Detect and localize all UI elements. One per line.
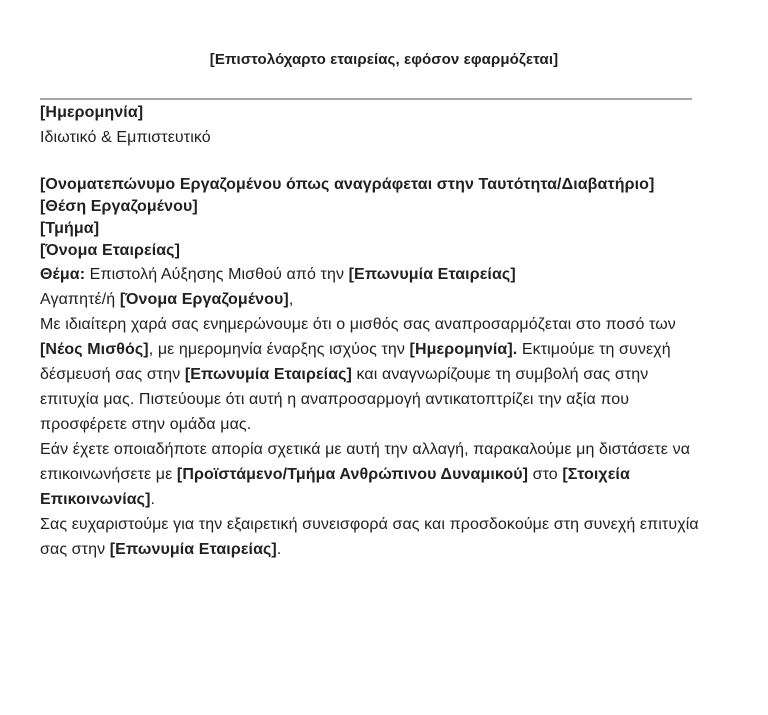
- company-name-placeholder-2: [Επωνυμία Εταιρείας]: [109, 541, 277, 558]
- letter-content: [40, 100, 700, 562]
- recipient-position-line: [Θέση Εργαζομένου]: [40, 198, 198, 215]
- para1-text-2: , με ημερομηνία έναρξης ισχύος την: [148, 341, 410, 358]
- effective-date-placeholder: [Ημερομηνία].: [409, 341, 518, 358]
- confidentiality-line: Ιδιωτικό & Εμπιστευτικό: [40, 129, 211, 146]
- salutation-line: [40, 287, 700, 312]
- subject-line: [40, 262, 700, 287]
- para1-text-3: Εκτιμούμε τη συνεχή δέσμευσή σας στην: [40, 341, 671, 383]
- salutation-prefix: Αγαπητέ/ή: [40, 291, 120, 308]
- para1-text-4: και αναγνωρίζουμε τη συμβολή σας στην επιτυχία μας. Πιστεύουμε ότι αυτή η αναπροσαρμογή αντικατοπτρίζει την αξία που προσφέρετε στην ομάδα μας.: [40, 366, 649, 433]
- body-paragraph-thanks: [40, 512, 700, 562]
- para3-text-1: Σας ευχαριστούμε για την εξαιρετική συνεισφορά σας και προσδοκούμε στη συνεχή επιτυχία σας στην: [40, 516, 699, 558]
- subject-text: Επιστολή Αύξησης Μισθού από την: [85, 266, 349, 283]
- para1-text-1: Με ιδιαίτερη χαρά σας ενημερώνουμε ότι ο μισθός σας αναπροσαρμόζεται στο ποσό των: [40, 316, 676, 333]
- date-placeholder: [Ημερομηνία]: [40, 104, 144, 121]
- para2-text-2: στο: [528, 466, 563, 483]
- recipient-block: [40, 174, 700, 262]
- letterhead-placeholder: [Επιστολόχαρτο εταιρείας, εφόσον εφαρμόζεται]: [209, 51, 559, 68]
- body-paragraph-salary-increase: [40, 312, 700, 437]
- recipient-company-line: [Όνομα Εταιρείας]: [40, 242, 181, 259]
- para2-text-1: Εάν έχετε οποιαδήποτε απορία σχετικά με αυτή την αλλαγή, παρακαλούμε μη διστάσετε να επικοινωνήσετε με: [40, 441, 691, 483]
- salutation-comma: ,: [288, 291, 294, 308]
- para2-period: .: [150, 491, 156, 508]
- subject-company-placeholder: [Επωνυμία Εταιρείας]: [348, 266, 516, 283]
- company-name-placeholder-1: [Επωνυμία Εταιρείας]: [184, 366, 352, 383]
- new-salary-placeholder: [Νέος Μισθός]: [40, 341, 149, 358]
- recipient-name-line: [Ονοματεπώνυμο Εργαζομένου όπως αναγράφεται στην Ταυτότητα/Διαβατήριο]: [40, 176, 655, 193]
- para3-period: .: [276, 541, 282, 558]
- recipient-department-line: [Τμήμα]: [40, 220, 100, 237]
- contact-details-placeholder: [Στοιχεία Επικοινωνίας]: [40, 466, 630, 508]
- hr-contact-placeholder: [Προϊστάμενο/Τμήμα Ανθρώπινου Δυναμικού]: [176, 466, 529, 483]
- subject-label: Θέμα:: [40, 266, 86, 283]
- salutation-name-placeholder: [Όνομα Εργαζομένου]: [119, 291, 289, 308]
- body-paragraph-contact: [40, 437, 700, 512]
